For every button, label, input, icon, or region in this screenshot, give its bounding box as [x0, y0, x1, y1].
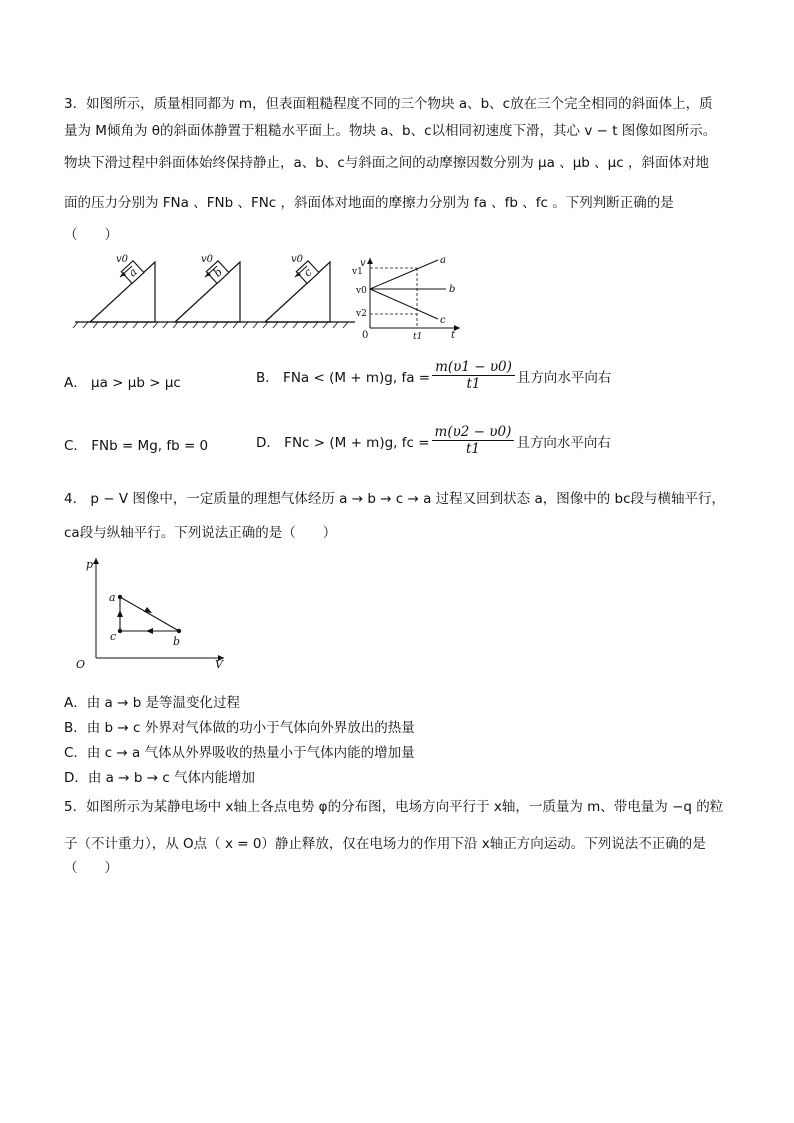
block-c-label: c: [301, 265, 315, 280]
q4-option-d: D．由 a → b → c 气体内能增加: [64, 770, 256, 786]
state-a-label: a: [109, 591, 116, 604]
q4-option-a: A．由 a → b 是等温变化过程: [64, 695, 241, 711]
t1-label: t1: [413, 332, 423, 340]
q5-paren: （ ）: [64, 860, 118, 876]
t-axis-label: t: [451, 330, 456, 340]
line-b-label: b: [449, 284, 456, 295]
q3-option-b: [256, 359, 611, 392]
q4-line-2: ca段与纵轴平行。下列说法正确的是（ ）: [64, 525, 337, 541]
q3-option-d-suffix: 且方向水平向右: [516, 434, 611, 451]
q4-option-c: C．由 c → a 气体从外界吸收的热量小于气体内能的增加量: [64, 745, 415, 761]
V-axis-label: V: [215, 658, 223, 670]
q3-option-d-text: D． FNc > (M + m)g, fc =: [256, 434, 430, 451]
v0-label: v0: [356, 286, 367, 296]
state-c-label: c: [110, 630, 117, 643]
v0-label-a: v0: [116, 254, 129, 265]
block-a-label: a: [126, 265, 140, 280]
q3-option-b-fraction: [432, 359, 515, 392]
p-axis-label: p: [86, 558, 94, 571]
q4-pv-graph: [72, 552, 232, 670]
state-b-label: b: [173, 635, 181, 648]
v1-label: v1: [352, 267, 363, 277]
q3-paren: （ ）: [64, 227, 118, 243]
q3-option-d: [256, 424, 611, 457]
q3-line-2: 量为 M倾角为 θ的斜面体静置于粗糙水平面上。物块 a、b、c以相同初速度下滑，其心 v − t 图像如图所示。: [64, 123, 717, 139]
q3-option-d-fraction: [432, 424, 515, 457]
line-c-label: c: [440, 315, 446, 326]
q3-option-b-suffix: 且方向水平向右: [516, 369, 612, 386]
incline-c: [265, 254, 330, 322]
incline-a: [90, 254, 155, 322]
q3-option-b-numerator: m(υ1 − υ0): [432, 359, 515, 376]
q3-option-b-text: B． FNa < (M + m)g, fa =: [256, 369, 431, 386]
q3-option-c: C． FNb = Mg, fb = 0: [64, 438, 209, 454]
q4-option-b: B．由 b → c 外界对气体做的功小于气体向外界放出的热量: [64, 720, 415, 736]
q5-line-2: 子（不计重力），从 O点（ x = 0）静止释放，仅在电场力的作用下沿 x轴正方向运动。下列说法不正确的是: [64, 836, 706, 852]
q3-vt-graph: [350, 252, 465, 340]
v0-label-b: v0: [201, 254, 214, 265]
q3-line-3: 物块下滑过程中斜面体始终保持静止，a、b、c与斜面之间的动摩擦因数分别为 μa 、μb 、μc ，斜面体对地: [64, 155, 709, 171]
origin-label: 0: [362, 330, 369, 340]
q3-line-4: 面的压力分别为 FNa 、FNb 、FNc ，斜面体对地面的摩擦力分别为 fa 、fb 、fc 。下列判断正确的是: [64, 195, 674, 211]
q5-line-1: 5．如图所示为某静电场中 x轴上各点电势 φ的分布图，电场方向平行于 x轴，一质量为 m、带电量为 −q 的粒: [64, 799, 724, 815]
v2-label: v2: [356, 309, 367, 319]
block-b-label: b: [210, 265, 225, 280]
q3-option-d-denominator: t1: [465, 441, 480, 457]
q3-line-1: 3．如图所示，质量相同都为 m，但表面粗糙程度不同的三个物块 a、b、c放在三个完全相同的斜面体上，质: [64, 96, 713, 112]
v-axis-label: v: [360, 258, 366, 269]
q4-line-1: 4． p − V 图像中，一定质量的理想气体经历 a → b → c → a 过程又回到状态 a，图像中的 bc段与横轴平行，: [64, 491, 726, 507]
q3-option-a: A． μa > μb > μc: [64, 375, 181, 391]
q3-option-d-numerator: m(υ2 − υ0): [432, 424, 515, 441]
incline-b: [175, 254, 240, 322]
line-a-label: a: [440, 255, 446, 266]
q3-incline-figure: [70, 250, 360, 330]
q3-option-b-denominator: t1: [466, 376, 481, 392]
origin-O-label: O: [76, 658, 86, 670]
v0-label-c: v0: [291, 254, 304, 265]
